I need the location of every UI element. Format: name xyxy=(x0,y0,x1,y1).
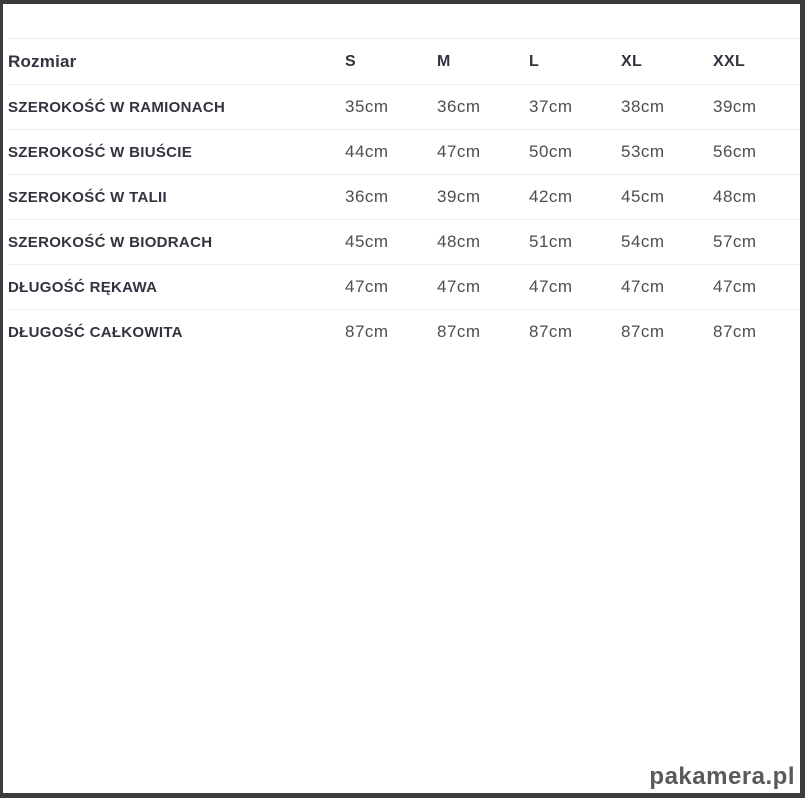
header-size-xl: XL xyxy=(621,52,643,70)
measurement-value: 53cm xyxy=(621,142,665,161)
measurement-row xyxy=(8,310,805,355)
measurement-value: 87cm xyxy=(713,322,757,342)
measurement-value: 47cm xyxy=(345,277,389,296)
measurement-value: 47cm xyxy=(437,277,481,296)
measurement-value: 37cm xyxy=(529,97,573,116)
measurement-label: SZEROKOŚĆ W RAMIONACH xyxy=(8,98,226,116)
measurement-value: 45cm xyxy=(621,187,665,206)
measurement-value: 47cm xyxy=(621,277,665,296)
header-size-s: S xyxy=(345,52,356,70)
measurement-value: 47cm xyxy=(437,142,481,161)
measurement-value: 47cm xyxy=(713,277,757,296)
measurement-row xyxy=(8,265,805,310)
measurement-value: 56cm xyxy=(713,142,757,161)
measurement-value: 48cm xyxy=(437,232,481,251)
pakamera-logo: pakamera.pl xyxy=(649,763,795,790)
measurement-value: 87cm xyxy=(529,322,573,342)
measurement-row xyxy=(8,85,805,130)
measurement-value: 35cm xyxy=(345,97,389,116)
measurement-value: 47cm xyxy=(529,277,573,296)
measurement-label: SZEROKOŚĆ W TALII xyxy=(8,188,167,206)
measurement-value: 39cm xyxy=(713,97,757,116)
measurement-value: 54cm xyxy=(621,232,665,251)
header-size-m: M xyxy=(437,52,451,70)
measurement-value: 87cm xyxy=(345,322,389,342)
measurement-value: 51cm xyxy=(529,232,573,251)
measurement-value: 36cm xyxy=(437,97,481,116)
measurement-value: 57cm xyxy=(713,232,757,251)
header-size-xxl: XXL xyxy=(713,52,746,70)
measurement-value: 44cm xyxy=(345,142,389,161)
measurement-value: 87cm xyxy=(437,322,481,342)
header-size-l: L xyxy=(529,52,540,70)
measurement-label: SZEROKOŚĆ W BIUŚCIE xyxy=(8,143,193,161)
size-table xyxy=(8,38,805,355)
measurement-value: 50cm xyxy=(529,142,573,161)
measurement-value: 38cm xyxy=(621,97,665,116)
measurement-value: 39cm xyxy=(437,187,481,206)
header-rozmiar: Rozmiar xyxy=(8,51,77,71)
measurement-label: SZEROKOŚĆ W BIODRACH xyxy=(8,233,213,251)
measurement-row xyxy=(8,175,805,220)
measurement-value: 45cm xyxy=(345,232,389,251)
measurement-value: 87cm xyxy=(621,322,665,342)
measurement-label: DŁUGOŚĆ RĘKAWA xyxy=(8,278,158,296)
measurement-value: 36cm xyxy=(345,187,389,206)
measurement-row xyxy=(8,220,805,265)
measurement-label: DŁUGOŚĆ CAŁKOWITA xyxy=(8,323,183,341)
measurement-row xyxy=(8,130,805,175)
measurement-value: 42cm xyxy=(529,187,573,206)
measurement-value: 48cm xyxy=(713,187,757,206)
size-table-header-row xyxy=(8,39,805,85)
